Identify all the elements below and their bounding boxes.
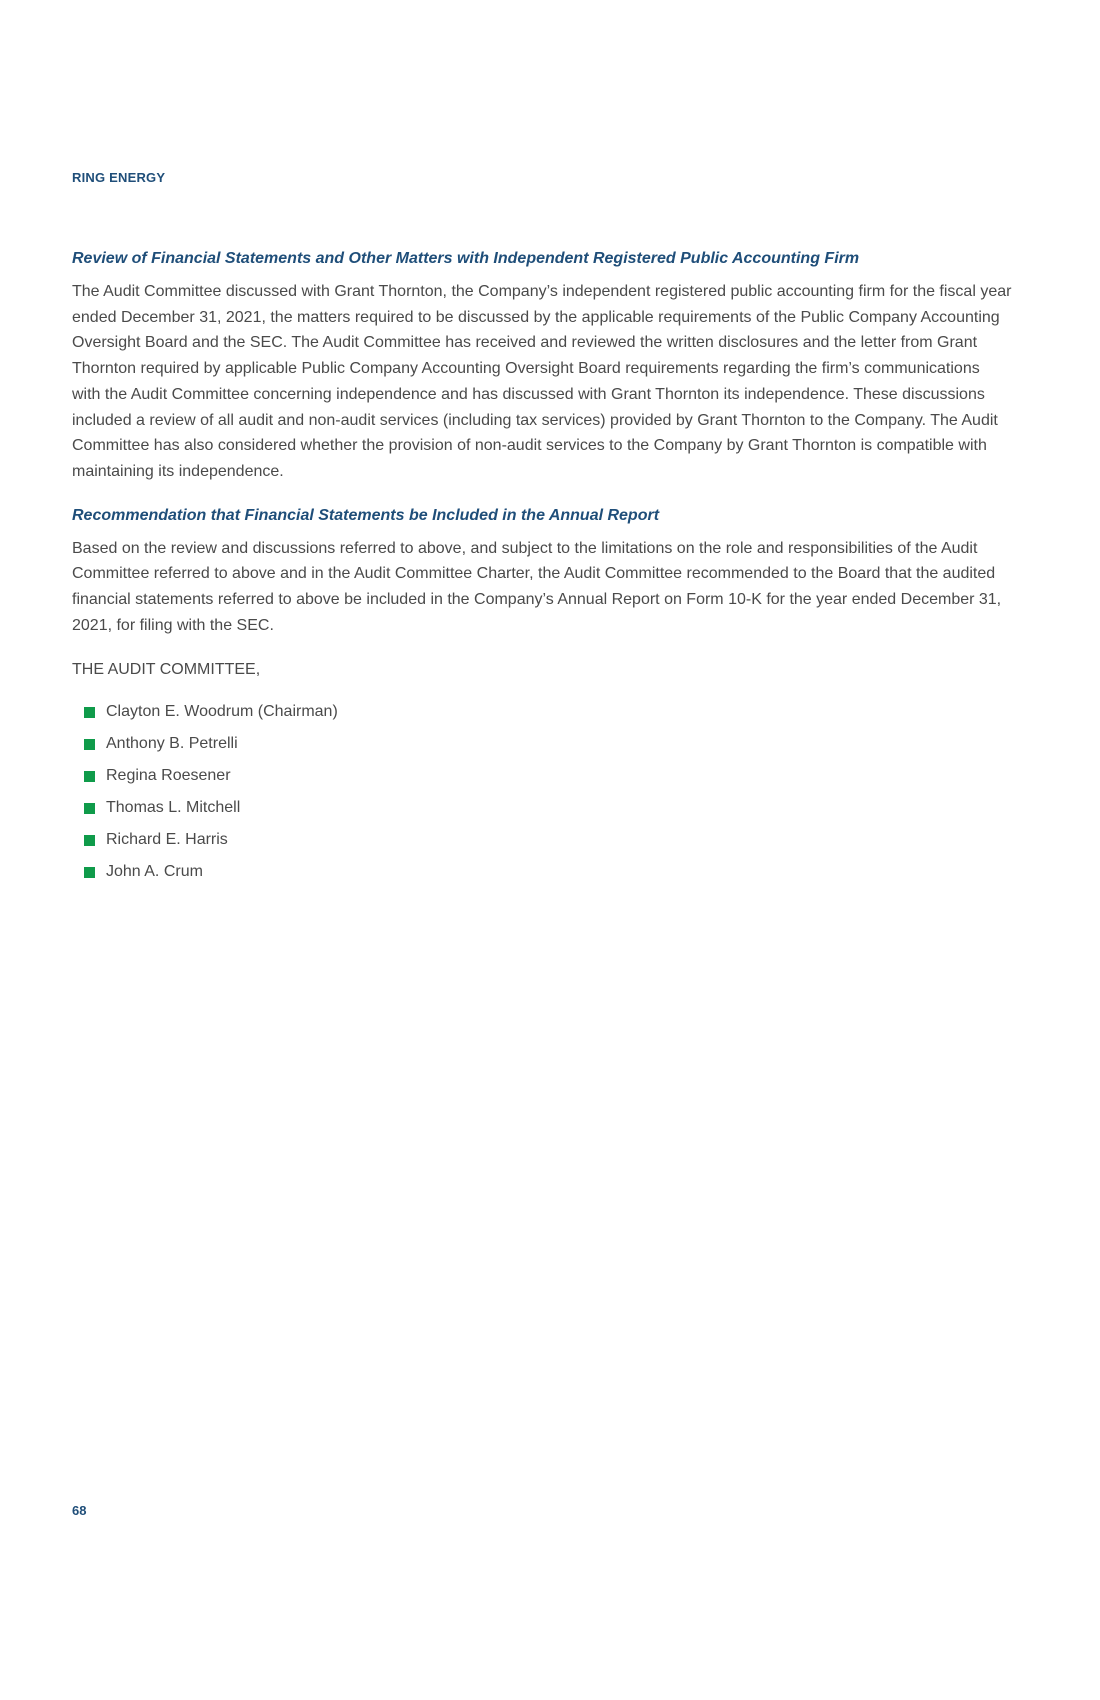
committee-member	[84, 696, 1012, 728]
committee-member	[84, 792, 1012, 824]
page-content	[72, 248, 1012, 888]
member-name: Richard E. Harris	[106, 831, 228, 849]
committee-member	[84, 728, 1012, 760]
section-body-recommendation: Based on the review and discussions referred to above, and subject to the limitations on the role and responsibilities of the Audit Committee referred to above and in the Audit Committee Charter, the Audit Committee recommended to the Board that the audited financial statements referred to above be included in the Company’s Annual Report on Form 10-K for the year ended December 31, 2021, for filing with the SEC.	[72, 539, 1002, 634]
square-bullet-icon	[84, 771, 95, 782]
section-body-review: The Audit Committee discussed with Grant Thornton, the Company’s independent registered public accounting firm for the fiscal year ended December 31, 2021, the matters required to be discussed by the applicable requirements of the Public Company Accounting Oversight Board and the SEC. The Audit Committee has received and reviewed the written disclosures and the letter from Grant Thornton required by applicable Public Company Accounting Oversight Board requirements regarding the firm’s communications with the Audit Committee concerning independence and has discussed with Grant Thornton its independence. These discussions included a review of all audit and non-audit services (including tax services) provided by Grant Thornton to the Company. The Audit Committee has also considered whether the provision of non-audit services to the Company by Grant Thornton is compatible with maintaining its independence.	[72, 283, 1012, 480]
member-name: Clayton E. Woodrum (Chairman)	[106, 703, 338, 721]
committee-member	[84, 856, 1012, 888]
running-header-company: RING ENERGY	[72, 170, 166, 185]
square-bullet-icon	[84, 739, 95, 750]
member-name: Anthony B. Petrelli	[106, 735, 238, 753]
square-bullet-icon	[84, 707, 95, 718]
member-name: John A. Crum	[106, 863, 203, 881]
member-name: Regina Roesener	[106, 767, 231, 785]
section-heading-recommendation: Recommendation that Financial Statements be Included in the Annual Report	[72, 506, 660, 524]
page-number: 68	[72, 1503, 87, 1518]
committee-member	[84, 824, 1012, 856]
document-page	[72, 0, 1012, 1700]
committee-closing: THE AUDIT COMMITTEE,	[72, 661, 261, 679]
section-heading-review: Review of Financial Statements and Other Matters with Independent Registered Public Accounting Firm	[72, 250, 860, 267]
member-name: Thomas L. Mitchell	[106, 799, 241, 817]
square-bullet-icon	[84, 867, 95, 878]
square-bullet-icon	[84, 835, 95, 846]
committee-member-list	[72, 696, 1012, 888]
square-bullet-icon	[84, 803, 95, 814]
committee-member	[84, 760, 1012, 792]
